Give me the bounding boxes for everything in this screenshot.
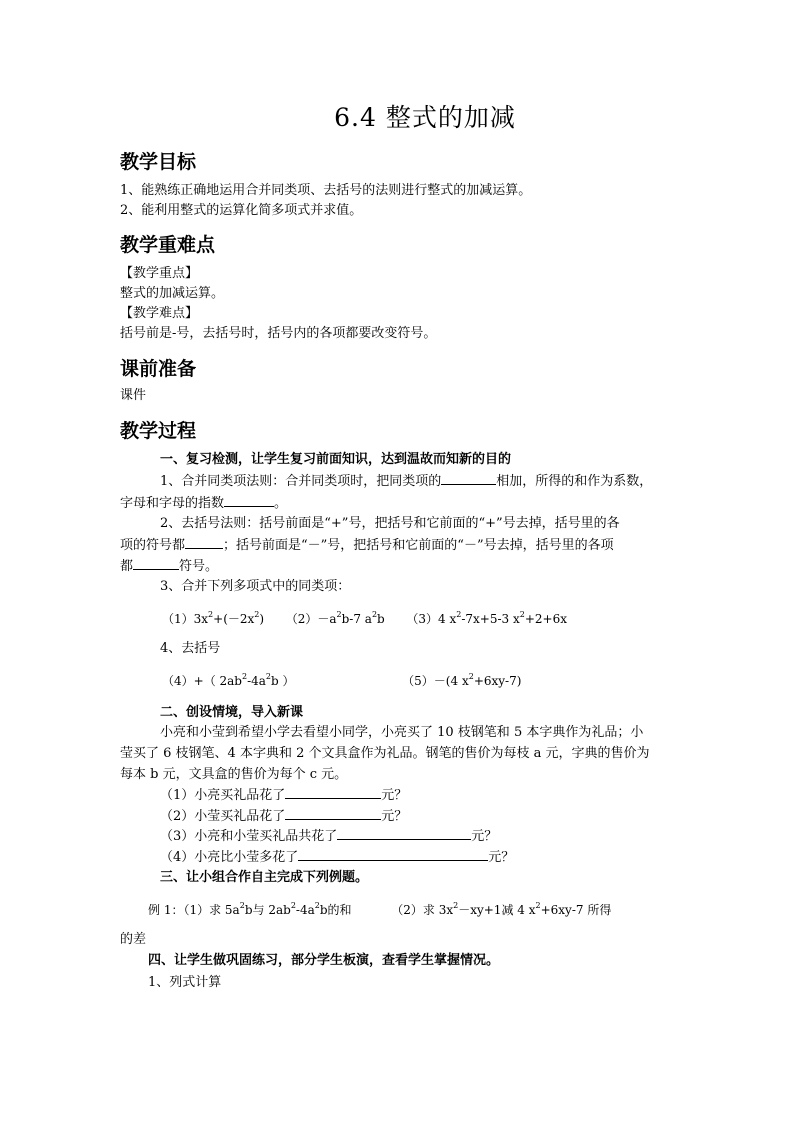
q2-text-e: 符号。: [179, 559, 219, 574]
example-1-continuation: 的差: [120, 932, 147, 947]
q1-text-d: 。: [274, 496, 288, 511]
question-3-expressions: [162, 609, 567, 629]
page-title: 6.4 整式的加减: [334, 103, 516, 132]
goal-item-2: 2、能利用整式的运算化简多项式并求值。: [120, 203, 363, 218]
q1-text-c: 字母和字母的指数: [120, 496, 225, 511]
q2-blank-1: [185, 535, 223, 549]
q2-blank-2: [133, 556, 179, 570]
expr-4-5: （5）－(4 $x^2+6xy-7$): [402, 672, 522, 688]
sq1-yuan: 元？: [381, 788, 408, 803]
expr-3-1: $(1)3x^2+(-2x^2)$: [162, 610, 265, 626]
expr-3-3: （3）4 $x^2-7x+5-3$ $x^2+2+6x$: [406, 610, 568, 626]
question-1-line-1: [160, 471, 652, 492]
example-tail: 所得: [587, 903, 612, 917]
difficulty-label: 【教学难点】: [120, 306, 199, 321]
example-and: 与: [252, 903, 265, 917]
example-expr-a: $5a^2b$: [224, 901, 253, 917]
example-sum: 的和: [327, 903, 352, 917]
story-line-3: 每本 b 元，文具盒的售价为每个 c 元。: [120, 767, 348, 782]
sq1-text: （1）小亮买礼品花了: [160, 788, 286, 803]
question-4: 4、去括号: [160, 641, 221, 656]
example-label: 例 1：（1）求: [148, 903, 222, 917]
question-4-expressions: [162, 671, 521, 691]
sq3-yuan: 元？: [471, 829, 498, 844]
question-2-line-3: [120, 556, 218, 577]
part1-title: 一、复习检测，让学生复习前面知识，达到温故而知新的目的: [160, 452, 512, 467]
focus-text: 整式的加减运算。: [120, 286, 225, 301]
sub-question-4: [160, 847, 514, 868]
heading-keypoints: 教学重难点: [120, 234, 216, 256]
sub-question-1: [160, 785, 407, 806]
example-expr-d: 4 $x^2+6xy-7$: [517, 901, 584, 917]
question-1-line-2: [120, 493, 287, 514]
question-3: 3、合并下列多项式中的同类项：: [160, 579, 351, 594]
q2-text-b: 项的符号都: [120, 538, 186, 553]
calc-item-1: 1、列式计算: [148, 975, 222, 990]
q2-text-c: ；括号前面是“－”号，把括号和它前面的“－”号去掉，括号里的各项: [223, 538, 614, 553]
part4-title: 四、让学生做巩固练习，部分学生板演，查看学生掌握情况。: [148, 953, 500, 968]
part2-title: 二、创设情境，导入新课: [160, 705, 304, 720]
sq3-blank: [337, 826, 471, 840]
sq2-blank: [285, 806, 381, 820]
example-2-label: （2）求: [391, 903, 435, 917]
question-2-line-2: [120, 535, 614, 556]
q1-blank-1: [441, 471, 496, 485]
sq4-text: （4）小亮比小莹多花了: [160, 850, 299, 865]
heading-prep: 课前准备: [120, 358, 197, 380]
sq4-yuan: 元？: [488, 850, 515, 865]
sub-question-2: [160, 806, 407, 827]
story-line-2: 莹买了 6 枝钢笔、4 本字典和 2 个文具盒作为礼品。钢笔的售价为每枝 a 元，字典的售价为: [120, 746, 650, 761]
example-expr-c: $3x^2-xy+1$: [438, 901, 502, 917]
q1-blank-2: [224, 493, 274, 507]
sq4-blank: [298, 847, 488, 861]
story-line-1: 小亮和小莹到希望小学去看望小同学，小亮买了 10 枝钢笔和 5 本字典作为礼品；小: [160, 725, 644, 740]
sq3-text: （3）小亮和小莹买礼品共花了: [160, 829, 338, 844]
sq1-blank: [285, 785, 381, 799]
example-minus: 减: [501, 903, 514, 917]
sub-question-3: [160, 826, 497, 847]
question-2-line-1: 2、去括号法则：括号前面是“+”号，把括号和它前面的“+”号去掉，括号里的各: [160, 516, 620, 531]
sq2-yuan: 元？: [381, 809, 408, 824]
q1-text-b: 相加，所得的和作为系数，: [496, 474, 653, 489]
expr-4-4: （4）+（ $2ab^2-4a^2b$ ）: [162, 672, 295, 688]
example-expr-b: $2ab^2-4a^2b$: [268, 901, 328, 917]
goal-item-1: 1、能熟练正确地运用合并同类项、去括号的法则进行整式的加减运算。: [120, 183, 532, 198]
prep-text: 课件: [120, 388, 147, 403]
sq2-text: （2）小莹买礼品花了: [160, 809, 286, 824]
example-1: [148, 900, 611, 920]
q1-text-a: 1、合并同类项法则：合并同类项时，把同类项的: [160, 474, 442, 489]
q2-text-d: 都: [120, 559, 134, 574]
heading-goals: 教学目标: [120, 151, 197, 173]
focus-label: 【教学重点】: [120, 266, 199, 281]
part3-title: 三、让小组合作自主完成下列例题。: [160, 870, 369, 885]
difficulty-text: 括号前是-号，去括号时，括号内的各项都要改变符号。: [120, 326, 437, 341]
expr-3-2: $(2)-a^2b-7$ $a^2b$: [285, 610, 385, 626]
heading-process: 教学过程: [120, 420, 197, 442]
